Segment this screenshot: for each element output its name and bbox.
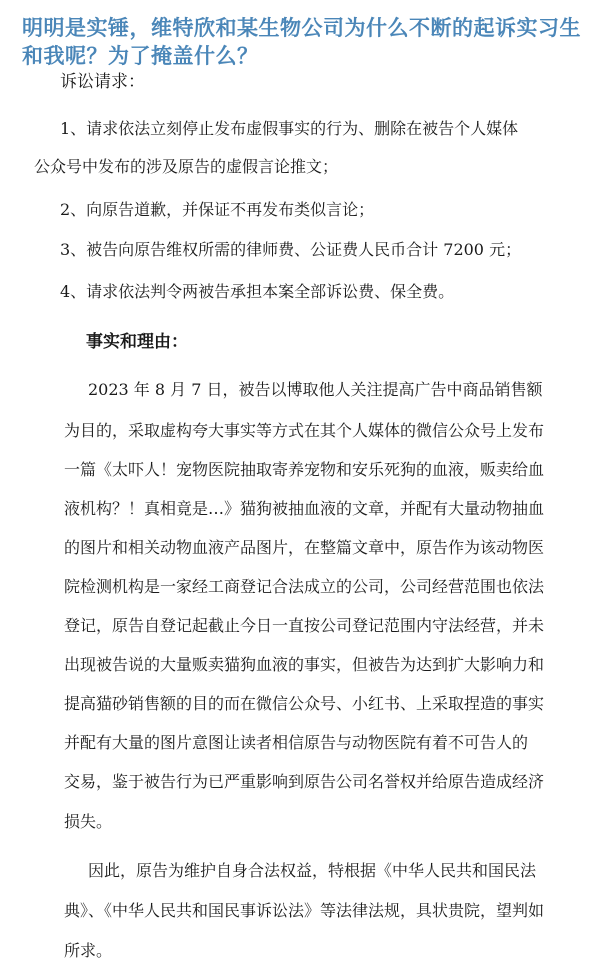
- section-heading-facts: 事实和理由：: [86, 332, 188, 352]
- paragraph-line: 公众号中发布的涉及原告的虚假言论推文；: [34, 157, 339, 176]
- paragraph-line: 并配有大量的图片意图让读者相信原告与动物医院有着不可告人的: [64, 733, 529, 752]
- paragraph-line: 交易，鉴于被告行为已严重影响到原告公司名誉权并给原告造成经济: [64, 772, 545, 791]
- paragraph-line: 1、请求依法立刻停止发布虚假事实的行为、删除在被告个人媒体: [60, 119, 519, 138]
- paragraph-line: 因此，原告为维护自身合法权益，特根据《中华人民共和国民法: [88, 861, 537, 880]
- section-heading-claims: 诉讼请求：: [60, 72, 145, 92]
- paragraph-line: 4、请求依法判令两被告承担本案全部诉讼费、保全费。: [60, 282, 455, 301]
- paragraph-line: 液机构？！真相竟是…》猫狗被抽血液的文章，并配有大量动物抽血: [64, 499, 545, 518]
- paragraph-line: 登记，原告自登记起截止今日一直按公司登记范围内守法经营，并未: [64, 616, 545, 635]
- paragraph-line: 损失。: [64, 812, 113, 831]
- paragraph-line: 提高猫砂销售额的目的而在微信公众号、小红书、上采取捏造的事实: [64, 694, 545, 713]
- paragraph-line: 出现被告说的大量贩卖猫狗血液的事实，但被告为达到扩大影响力和: [64, 655, 545, 674]
- paragraph-line: 2023 年 8 月 7 日，被告以博取他人关注提高广告中商品销售额: [88, 380, 543, 399]
- paragraph-line: 2、向原告道歉，并保证不再发布类似言论；: [60, 200, 375, 219]
- paragraph-line: 典》、《中华人民共和国民事诉讼法》等法律法规，具状贵院，望判如: [64, 901, 545, 920]
- paragraph-line: 院检测机构是一家经工商登记合法成立的公司，公司经营范围也依法: [64, 577, 545, 596]
- overlay-title: 明明是实锤，维特欣和某生物公司为什么不断的起诉实习生和我呢？为了掩盖什么？: [22, 16, 581, 68]
- paragraph-line: 一篇《太吓人！宠物医院抽取寄养宠物和安乐死狗的血液，贩卖给血: [64, 460, 545, 479]
- paragraph-line: 3、被告向原告维权所需的律师费、公证费人民币合计 7200 元；: [60, 240, 522, 259]
- paragraph-line: 所求。: [64, 941, 113, 960]
- paragraph-line: 的图片和相关动物血液产品图片，在整篇文章中，原告作为该动物医: [64, 538, 545, 557]
- paragraph-line: 为目的，采取虚构夸大事实等方式在其个人媒体的微信公众号上发布: [64, 421, 545, 440]
